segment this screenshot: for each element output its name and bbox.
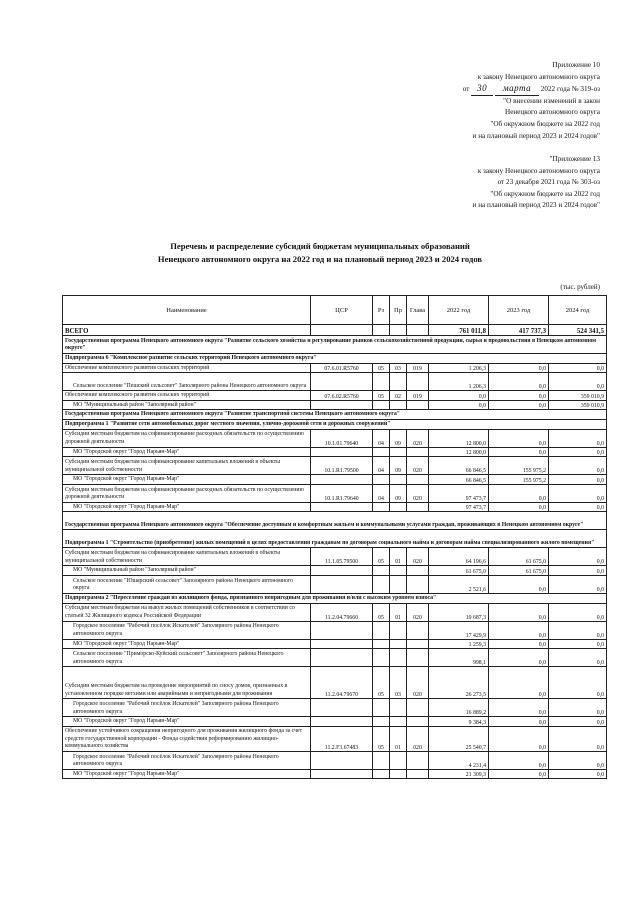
municipality-row xyxy=(63,769,607,779)
row-2024: 359 010,9 xyxy=(549,400,607,410)
row-pr xyxy=(390,699,407,717)
row-rz xyxy=(373,699,390,717)
row-2022: 97 473,7 xyxy=(429,502,489,512)
row-2023: 0,0 xyxy=(489,649,549,667)
row-name: МО "Муниципальный район "Заполярный район" xyxy=(63,566,311,576)
program-section-title: Подпрограмма 1 "Развитие сети автомобильных дорог местного значения, улично-дорожной сети и дорожных сооружений" xyxy=(63,419,607,429)
row-2023: 0,0 xyxy=(489,391,549,401)
row-glava xyxy=(407,447,429,457)
row-name: МО "Городской округ "Город Нарьян-Мар" xyxy=(63,502,311,512)
row-name: МО "Городской округ "Город Нарьян-Мар" xyxy=(63,639,311,649)
subsidy-row xyxy=(63,548,607,566)
row-glava: 019 xyxy=(407,391,429,401)
row-rz: 05 xyxy=(373,726,390,751)
appendix-line: к закону Ненецкого автономного округа xyxy=(477,166,600,175)
row-name: Сельское поселение "Приморско-Куйский сельсовет" Заполярного района Ненецкого автономного округа xyxy=(63,649,311,667)
row-2024: 0,0 xyxy=(549,717,607,727)
row-2024: 0,0 xyxy=(549,484,607,502)
total-2022: 761 011,8 xyxy=(429,325,489,336)
total-2023: 417 737,3 xyxy=(489,325,549,336)
row-2024: 0,0 xyxy=(549,363,607,373)
row-2024: 0,0 xyxy=(549,639,607,649)
program-section-title: Подпрограмма 2 "Переселение граждан из жилищного фонда, признанного непригодным для проживания и/или с высоким уровнем износа" xyxy=(63,593,607,603)
row-csr: 11.1.05.79500 xyxy=(311,548,373,566)
row-rz xyxy=(373,717,390,727)
row-csr xyxy=(311,751,373,769)
municipality-row xyxy=(63,575,607,593)
row-pr xyxy=(390,575,407,593)
total-rz xyxy=(373,325,390,336)
row-rz xyxy=(373,649,390,667)
row-csr xyxy=(311,639,373,649)
total-2024: 524 341,5 xyxy=(549,325,607,336)
row-rz: 05 xyxy=(373,667,390,699)
row-glava: 020 xyxy=(407,603,429,621)
row-pr xyxy=(390,502,407,512)
row-name: Субсидии местным бюджетам на софинансирование капитальных вложений в объекты муниципальной собственности xyxy=(63,548,311,566)
row-2023: 0,0 xyxy=(489,717,549,727)
row-rz: 05 xyxy=(373,363,390,373)
row-2022: 61 675,0 xyxy=(429,566,489,576)
row-pr xyxy=(390,566,407,576)
row-rz: 05 xyxy=(373,548,390,566)
row-glava xyxy=(407,717,429,727)
row-pr: 03 xyxy=(390,363,407,373)
row-2023: 0,0 xyxy=(489,363,549,373)
row-2023: 0,0 xyxy=(489,621,549,639)
row-csr: 07.6.02.R5760 xyxy=(311,391,373,401)
row-2022: 17 429,9 xyxy=(429,621,489,639)
row-glava xyxy=(407,769,429,779)
row-2022: 64 196,6 xyxy=(429,548,489,566)
row-2023: 0,0 xyxy=(489,751,549,769)
row-2024: 0,0 xyxy=(549,566,607,576)
row-pr xyxy=(390,769,407,779)
row-2023: 0,0 xyxy=(489,699,549,717)
date-prefix: от xyxy=(462,85,470,94)
row-2022: 1 206,3 xyxy=(429,373,489,391)
row-csr xyxy=(311,649,373,667)
program-section-row xyxy=(63,410,607,420)
row-pr: 09 xyxy=(390,429,407,447)
row-name: МО "Городской округ "Город Нарьян-Мар" xyxy=(63,475,311,485)
row-2022: 66 846,5 xyxy=(429,457,489,475)
row-glava: 020 xyxy=(407,484,429,502)
col-header-2024: 2024 год xyxy=(549,296,607,325)
row-2024: 0,0 xyxy=(549,667,607,699)
row-pr xyxy=(390,475,407,485)
row-pr: 01 xyxy=(390,726,407,751)
row-2023: 61 675,0 xyxy=(489,566,549,576)
municipality-row xyxy=(63,502,607,512)
row-csr xyxy=(311,400,373,410)
row-glava: 020 xyxy=(407,726,429,751)
subsidies-table xyxy=(62,295,607,779)
program-section-title: Подпрограмма 6 "Комплексное развитие сельских территорий Ненецкого автономного округа" xyxy=(63,354,607,364)
row-rz xyxy=(373,400,390,410)
row-2024: 0,0 xyxy=(549,649,607,667)
row-2024: 0,0 xyxy=(549,575,607,593)
row-2023: 61 675,0 xyxy=(489,548,549,566)
subsidy-row xyxy=(63,429,607,447)
row-rz xyxy=(373,447,390,457)
row-pr xyxy=(390,751,407,769)
municipality-row xyxy=(63,639,607,649)
row-csr xyxy=(311,566,373,576)
row-name: Субсидии местным бюджетам на софинансирование расходных обязательств по осуществлению дорожной деятельности xyxy=(63,429,311,447)
row-pr xyxy=(390,621,407,639)
program-section-row xyxy=(63,419,607,429)
program-section-title: Государственная программа Ненецкого автономного округа "Развитие сельского хозяйства и регулирование рынков сельскохозяйственной продукции, сырья и продовольствия в Ненецком автономном округе" xyxy=(63,336,607,354)
row-2022: 4 231,4 xyxy=(429,751,489,769)
row-glava xyxy=(407,751,429,769)
row-2022: 66 846,5 xyxy=(429,475,489,485)
row-csr: 11.2.04.79670 xyxy=(311,667,373,699)
col-header-2022: 2022 год xyxy=(429,296,489,325)
appendix-line: и на плановый период 2023 и 2024 годов" xyxy=(472,131,600,140)
row-2023: 0,0 xyxy=(489,429,549,447)
row-rz xyxy=(373,621,390,639)
row-2024: 0,0 xyxy=(549,475,607,485)
total-label: ВСЕГО xyxy=(63,325,311,336)
municipality-row xyxy=(63,621,607,639)
row-2023: 0,0 xyxy=(489,373,549,391)
municipality-row xyxy=(63,717,607,727)
row-name: Субсидии местным бюджетам на софинансирование капитальных вложений в объекты муниципальной собственности xyxy=(63,457,311,475)
row-pr xyxy=(390,717,407,727)
row-name: Обеспечение комплексного развития сельских территорий xyxy=(63,391,311,401)
appendix-line: к закону Ненецкого автономного округа xyxy=(477,72,600,81)
row-glava xyxy=(407,502,429,512)
col-header-2023: 2023 год xyxy=(489,296,549,325)
row-glava: 020 xyxy=(407,548,429,566)
row-csr xyxy=(311,447,373,457)
row-pr: 01 xyxy=(390,548,407,566)
row-pr xyxy=(390,639,407,649)
row-2022: 16 889,2 xyxy=(429,699,489,717)
row-name: МО "Городской округ "Город Нарьян-Мар" xyxy=(63,769,311,779)
appendix-line: "Об окружном бюджете на 2022 год xyxy=(490,119,600,128)
row-rz xyxy=(373,769,390,779)
row-pr xyxy=(390,649,407,667)
row-name: Сельское поселение "Пешский сельсовет" Заполярного района Ненецкого автономного округа xyxy=(63,373,311,391)
program-section-title: Государственная программа Ненецкого автономного округа "Обеспечение доступным и комфортным жильем и коммунальными услугами граждан, проживающих в Ненецком автономном округе" xyxy=(63,512,607,530)
row-name: Субсидии местным бюджетам на выкуп жилых помещений собственников в соответствии со статьей 32 Жилищного кодекса Российской Федерации xyxy=(63,603,311,621)
original-appendix-header xyxy=(473,154,600,212)
row-csr xyxy=(311,373,373,391)
row-glava xyxy=(407,566,429,576)
row-2024: 0,0 xyxy=(549,751,607,769)
row-2024: 0,0 xyxy=(549,726,607,751)
row-2022: 25 540,7 xyxy=(429,726,489,751)
municipality-row xyxy=(63,447,607,457)
document-title xyxy=(0,240,640,265)
program-section-row xyxy=(63,354,607,364)
handwritten-day: 30 xyxy=(471,83,493,96)
row-csr: 10.1.R1.79500 xyxy=(311,457,373,475)
subsidy-row xyxy=(63,391,607,401)
row-glava: 020 xyxy=(407,457,429,475)
row-2024: 0,0 xyxy=(549,429,607,447)
row-glava: 020 xyxy=(407,429,429,447)
row-2024: 0,0 xyxy=(549,548,607,566)
col-header-rz: Рз xyxy=(373,296,390,325)
row-glava xyxy=(407,575,429,593)
units-label: (тыс. рублей) xyxy=(560,283,600,291)
row-2023: 0,0 xyxy=(489,769,549,779)
row-glava xyxy=(407,621,429,639)
row-name: Городское поселение "Рабочий посёлок Искателей" Заполярного района Ненецкого автономного округа xyxy=(63,699,311,717)
table-header-row xyxy=(63,296,607,325)
row-pr: 03 xyxy=(390,667,407,699)
program-section-row xyxy=(63,336,607,354)
row-2023: 155 975,2 xyxy=(489,457,549,475)
row-name: Сельское поселение "Юшарский сельсовет" Заполярного района Ненецкого автономного округа xyxy=(63,575,311,593)
row-2024: 0,0 xyxy=(549,447,607,457)
row-2023: 0,0 xyxy=(489,603,549,621)
row-2024: 0,0 xyxy=(549,769,607,779)
row-pr: 09 xyxy=(390,484,407,502)
handwritten-month: марта xyxy=(495,83,539,96)
row-2024: 0,0 xyxy=(549,699,607,717)
row-name: Субсидии местным бюджетам на софинансирование расходных обязательств по осуществлению дорожной деятельности xyxy=(63,484,311,502)
row-pr xyxy=(390,400,407,410)
row-2023: 0,0 xyxy=(489,400,549,410)
row-pr xyxy=(390,447,407,457)
row-glava xyxy=(407,699,429,717)
row-2022: 1 206,3 xyxy=(429,363,489,373)
row-name: Обеспечение устойчивого сокращения непригодного для проживания жилищного фонда за счет средств государственной корпорации - Фонда содействия реформированию жилищно-коммунального хозяйства xyxy=(63,726,311,751)
appendix-line: Приложение 10 xyxy=(552,61,600,69)
row-rz xyxy=(373,566,390,576)
row-name: Городское поселение "Рабочий посёлок Искателей" Заполярного района Ненецкого автономного округа xyxy=(63,621,311,639)
subsidy-row xyxy=(63,726,607,751)
municipality-row xyxy=(63,373,607,391)
appendix-line: "О внесении изменений в закон xyxy=(503,96,600,105)
row-rz xyxy=(373,751,390,769)
row-name: Субсидии местным бюджетам на проведение мероприятий по сносу домов, признанных в установленном порядке ветхими или аварийными и непригодными для проживания xyxy=(63,667,311,699)
col-header-csr: ЦСР xyxy=(311,296,373,325)
row-name: МО "Городской округ "Город Нарьян-Мар" xyxy=(63,447,311,457)
appendix-line: "Об окружном бюджете на 2022 год xyxy=(490,189,600,198)
row-2022: 998,1 xyxy=(429,649,489,667)
row-rz: 05 xyxy=(373,603,390,621)
appendix-line: и на плановый период 2023 и 2024 годов" xyxy=(472,201,600,210)
row-2024: 0,0 xyxy=(549,603,607,621)
row-csr xyxy=(311,502,373,512)
municipality-row xyxy=(63,400,607,410)
program-section-row xyxy=(63,512,607,530)
row-2022: 0,0 xyxy=(429,391,489,401)
total-row xyxy=(63,325,607,336)
row-csr xyxy=(311,621,373,639)
row-csr: 07.6.01.R5760 xyxy=(311,363,373,373)
row-2022: 12 800,0 xyxy=(429,447,489,457)
col-header-pr: Пр xyxy=(390,296,407,325)
subsidy-row xyxy=(63,363,607,373)
municipality-row xyxy=(63,566,607,576)
row-2023: 0,0 xyxy=(489,726,549,751)
row-pr: 09 xyxy=(390,457,407,475)
row-rz xyxy=(373,575,390,593)
title-line-2: Ненецкого автономного округа на 2022 год и на плановый период 2023 и 2024 годов xyxy=(157,253,483,264)
row-2022: 2 521,6 xyxy=(429,575,489,593)
row-2023: 0,0 xyxy=(489,575,549,593)
row-2024: 0,0 xyxy=(549,621,607,639)
row-glava xyxy=(407,400,429,410)
row-glava: 019 xyxy=(407,363,429,373)
row-glava xyxy=(407,639,429,649)
row-2022: 0,0 xyxy=(429,400,489,410)
row-pr xyxy=(390,373,407,391)
row-2022: 12 800,0 xyxy=(429,429,489,447)
row-2024: 0,0 xyxy=(549,502,607,512)
row-2024: 0,0 xyxy=(549,373,607,391)
total-csr xyxy=(311,325,373,336)
row-2022: 26 273,5 xyxy=(429,667,489,699)
row-name: МО "Муниципальный район "Заполярный район" xyxy=(63,400,311,410)
appendix-line: Ненецкого автономного округа xyxy=(505,108,600,117)
row-csr: 11.2.F3.67483 xyxy=(311,726,373,751)
row-rz xyxy=(373,502,390,512)
date-suffix: 2022 года № 319-оз xyxy=(540,85,600,94)
row-rz: 04 xyxy=(373,457,390,475)
row-2023: 0,0 xyxy=(489,667,549,699)
row-2024: 359 010,9 xyxy=(549,391,607,401)
row-csr xyxy=(311,769,373,779)
subsidy-row xyxy=(63,667,607,699)
subsidy-row xyxy=(63,484,607,502)
row-csr: 10.1.01.79640 xyxy=(311,429,373,447)
program-section-row xyxy=(63,530,607,548)
row-pr: 02 xyxy=(390,391,407,401)
program-section-title: Государственная программа Ненецкого автономного округа "Развитие транспортной системы Ненецкого автономного округа" xyxy=(63,410,607,420)
row-csr: 10.1.R1.79640 xyxy=(311,484,373,502)
row-glava xyxy=(407,373,429,391)
row-csr xyxy=(311,475,373,485)
row-csr: 11.2.04.79660 xyxy=(311,603,373,621)
row-2024: 0,0 xyxy=(549,457,607,475)
col-header-glava: Глава xyxy=(407,296,429,325)
row-name: МО "Городской округ "Город Нарьян-Мар" xyxy=(63,717,311,727)
municipality-row xyxy=(63,475,607,485)
row-csr xyxy=(311,575,373,593)
row-name: Обеспечение комплексного развития сельских территорий xyxy=(63,363,311,373)
row-2023: 0,0 xyxy=(489,502,549,512)
appendix-header xyxy=(463,60,600,142)
row-rz xyxy=(373,373,390,391)
row-csr xyxy=(311,717,373,727)
row-2023: 0,0 xyxy=(489,484,549,502)
row-2023: 0,0 xyxy=(489,639,549,649)
total-pr xyxy=(390,325,407,336)
row-pr: 01 xyxy=(390,603,407,621)
appendix-line: от 23 декабря 2021 года № 303-оз xyxy=(497,178,600,187)
appendix-date-line xyxy=(463,83,600,96)
row-csr xyxy=(311,699,373,717)
row-2022: 1 259,3 xyxy=(429,639,489,649)
municipality-row xyxy=(63,751,607,769)
subsidy-row xyxy=(63,457,607,475)
row-2022: 19 687,3 xyxy=(429,603,489,621)
total-glava xyxy=(407,325,429,336)
program-section-row xyxy=(63,593,607,603)
subsidy-row xyxy=(63,603,607,621)
row-name: Городское поселение "Рабочий посёлок Искателей" Заполярного района Ненецкого автономного округа xyxy=(63,751,311,769)
row-2023: 0,0 xyxy=(489,447,549,457)
municipality-row xyxy=(63,649,607,667)
row-rz: 05 xyxy=(373,391,390,401)
row-2022: 9 384,3 xyxy=(429,717,489,727)
row-glava xyxy=(407,475,429,485)
row-2022: 97 473,7 xyxy=(429,484,489,502)
row-2022: 21 309,3 xyxy=(429,769,489,779)
row-glava: 020 xyxy=(407,667,429,699)
row-glava xyxy=(407,649,429,667)
row-rz: 04 xyxy=(373,484,390,502)
row-rz xyxy=(373,639,390,649)
municipality-row xyxy=(63,699,607,717)
row-rz: 04 xyxy=(373,429,390,447)
appendix-line: "Приложение 13 xyxy=(549,155,600,163)
row-2023: 155 975,2 xyxy=(489,475,549,485)
program-section-title: Подпрограмма 1 "Строительство (приобретение) жилых помещений в целях предоставления гражданам по договорам социального найма и договорам найма специализированного жилого помещения" xyxy=(63,530,607,548)
col-header-name: Наименование xyxy=(63,296,311,325)
row-rz xyxy=(373,475,390,485)
title-line-1: Перечень и распределение субсидий бюджетам муниципальных образований xyxy=(170,241,470,251)
